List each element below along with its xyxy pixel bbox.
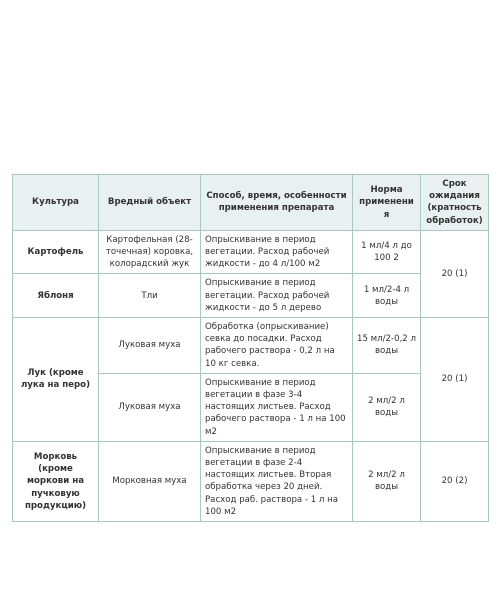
header-rate: Норма применения	[353, 175, 421, 231]
header-waiting-period: Срок ожидания (кратность обработок)	[421, 175, 489, 231]
pesticide-application-table	[12, 174, 489, 522]
cell-method: Опрыскивание в период вегетации. Расход рабочей жидкости - до 4 л/100 м2	[201, 230, 353, 274]
cell-pest: Луковая муха	[99, 318, 201, 374]
cell-pest: Морковная муха	[99, 441, 201, 521]
header-crop: Культура	[13, 175, 99, 231]
table-header-row	[13, 175, 489, 231]
cell-waiting-period: 20 (1)	[421, 230, 489, 317]
cell-pest: Луковая муха	[99, 373, 201, 441]
cell-rate: 15 мл/2-0,2 л воды	[353, 318, 421, 374]
cell-rate: 2 мл/2 л воды	[353, 441, 421, 521]
cell-rate: 2 мл/2 л воды	[353, 373, 421, 441]
cell-crop: Картофель	[13, 230, 99, 274]
cell-pest: Тли	[99, 274, 201, 318]
cell-method: Опрыскивание в период вегетации. Расход рабочей жидкости - до 5 л дерево	[201, 274, 353, 318]
table-row	[13, 274, 489, 318]
cell-rate: 1 мл/4 л до 100 2	[353, 230, 421, 274]
cell-crop: Яблоня	[13, 274, 99, 318]
cell-crop: Лук (кроме лука на перо)	[13, 318, 99, 442]
table-row	[13, 318, 489, 374]
pesticide-table-container	[12, 174, 488, 522]
header-method: Способ, время, особенности применения препарата	[201, 175, 353, 231]
cell-waiting-period: 20 (1)	[421, 318, 489, 442]
cell-waiting-period: 20 (2)	[421, 441, 489, 521]
cell-rate: 1 мл/2-4 л воды	[353, 274, 421, 318]
cell-method: Опрыскивание в период вегетации в фазе 2-4 настоящих листьев. Вторая обработка через 20 дней. Расход раб. раствора - 1 л на 100 м2	[201, 441, 353, 521]
cell-crop: Морковь (кроме моркови на пучковую продукцию)	[13, 441, 99, 521]
table-row	[13, 230, 489, 274]
header-pest: Вредный объект	[99, 175, 201, 231]
cell-method: Опрыскивание в период вегетации в фазе 3-4 настоящих листьев. Расход рабочего раствора - 1 л на 100 м2	[201, 373, 353, 441]
cell-method: Обработка (опрыскивание) севка до посадки. Расход рабочего раствора - 0,2 л на 10 кг севка.	[201, 318, 353, 374]
table-row	[13, 441, 489, 521]
cell-pest: Картофельная (28-точечная) коровка, колорадский жук	[99, 230, 201, 274]
